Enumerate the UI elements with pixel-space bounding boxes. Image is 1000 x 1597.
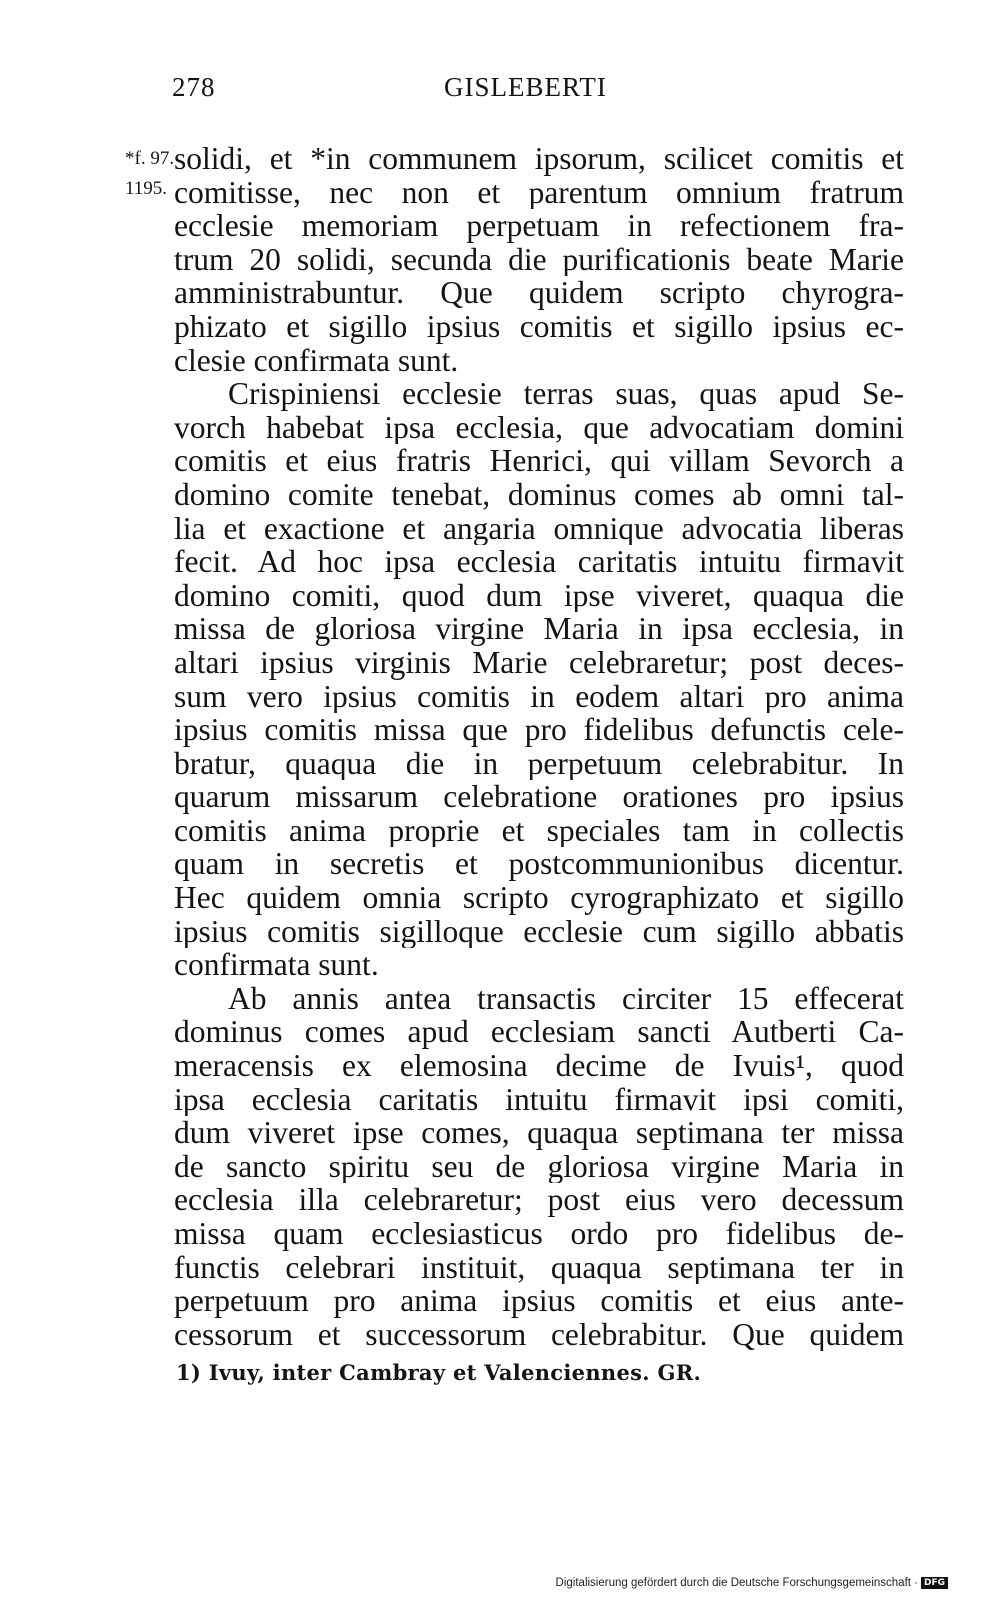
dfg-logo: DFG: [921, 1577, 948, 1589]
digitization-credit: [556, 1577, 948, 1589]
text-line: dominus comes apud ecclesiam sancti Autberti Ca-: [174, 1015, 904, 1050]
text-line: ecclesia illa celebraretur; post eius vero decessum: [174, 1183, 904, 1217]
text-line: perpetuum pro anima ipsius comitis et eius ante-: [174, 1284, 904, 1318]
margin-folio-note: *f. 97.: [125, 148, 175, 169]
text-line: comitisse, nec non et parentum omnium fratrum: [174, 175, 904, 210]
text-line: ipsa ecclesia caritatis intuitu firmavit ipsi comiti,: [174, 1082, 904, 1117]
text-line: domino comiti, quod dum ipse viveret, quaqua die: [174, 578, 904, 613]
running-title: GISLEBERTI: [444, 72, 607, 102]
footnote: 1) Ivuy, inter Cambray et Valenciennes. GR.: [176, 1360, 702, 1385]
text-line: lia et exactione et angaria omnique advocatia liberas: [174, 511, 904, 546]
text-line: clesie confirmata sunt.: [174, 343, 459, 378]
text-line: meracensis ex elemosina decime de Ivuis¹, quod: [174, 1049, 904, 1083]
text-line: comitis anima proprie et speciales tam in collectis: [174, 813, 904, 848]
text-line: ipsius comitis missa que pro fidelibus defunctis cele-: [174, 713, 904, 747]
text-line: phizato et sigillo ipsius comitis et sigillo ipsius ec-: [174, 309, 904, 344]
margin-year-note: 1195.: [125, 178, 168, 199]
text-line: functis celebrari instituit, quaqua septimana ter in: [174, 1250, 904, 1285]
text-line: dum viveret ipse comes, quaqua septimana ter missa: [174, 1116, 904, 1150]
text-line: ecclesie memoriam perpetuam in refectionem fra-: [174, 209, 904, 243]
text-line: ipsius comitis sigilloque ecclesie cum sigillo abbatis: [174, 914, 904, 949]
text-line: amministrabuntur. Que quidem scripto chyrogra-: [174, 276, 904, 310]
page-header: [172, 72, 652, 112]
text-line: comitis et eius fratris Henrici, qui villam Sevorch a: [174, 444, 904, 478]
text-line: sum vero ipsius comitis in eodem altari pro anima: [174, 679, 904, 714]
text-line: Crispiniensi ecclesie terras suas, quas apud Se-: [228, 377, 904, 411]
page-number: 278: [172, 72, 216, 102]
text-line: missa quam ecclesiasticus ordo pro fidelibus de-: [174, 1217, 904, 1251]
text-line: Ab annis antea transactis circiter 15 effecerat: [228, 981, 904, 1016]
text-line: trum 20 solidi, secunda die purificationis beate Marie: [174, 242, 904, 277]
text-line: confirmata sunt.: [174, 948, 379, 982]
text-line: quam in secretis et postcommunionibus dicentur.: [174, 847, 904, 882]
text-line: domino comite tenebat, dominus comes ab omni tal-: [174, 477, 904, 512]
text-line: cessorum et successorum celebrabitur. Que quidem: [174, 1317, 904, 1352]
text-line: quarum missarum celebratione orationes pro ipsius: [174, 780, 904, 814]
text-line: bratur, quaqua die in perpetuum celebrabitur. In: [174, 746, 904, 781]
text-line: Hec quidem omnia scripto cyrographizato et sigillo: [174, 881, 904, 915]
text-line: de sancto spiritu seu de gloriosa virgine Maria in: [174, 1149, 904, 1184]
text-line: vorch habebat ipsa ecclesia, que advocatiam domini: [174, 410, 904, 445]
text-line: solidi, et *in communem ipsorum, scilicet comitis et: [174, 142, 904, 176]
text-line: fecit. Ad hoc ipsa ecclesia caritatis intuitu firmavit: [174, 545, 904, 579]
text-line: altari ipsius virginis Marie celebraretur; post deces-: [174, 645, 904, 680]
body-text: [174, 142, 904, 1351]
text-line: missa de gloriosa virgine Maria in ipsa ecclesia, in: [174, 612, 904, 646]
credit-text: Digitalisierung gefördert durch die Deutsche Forschungsgemeinschaft ·: [555, 1577, 918, 1589]
